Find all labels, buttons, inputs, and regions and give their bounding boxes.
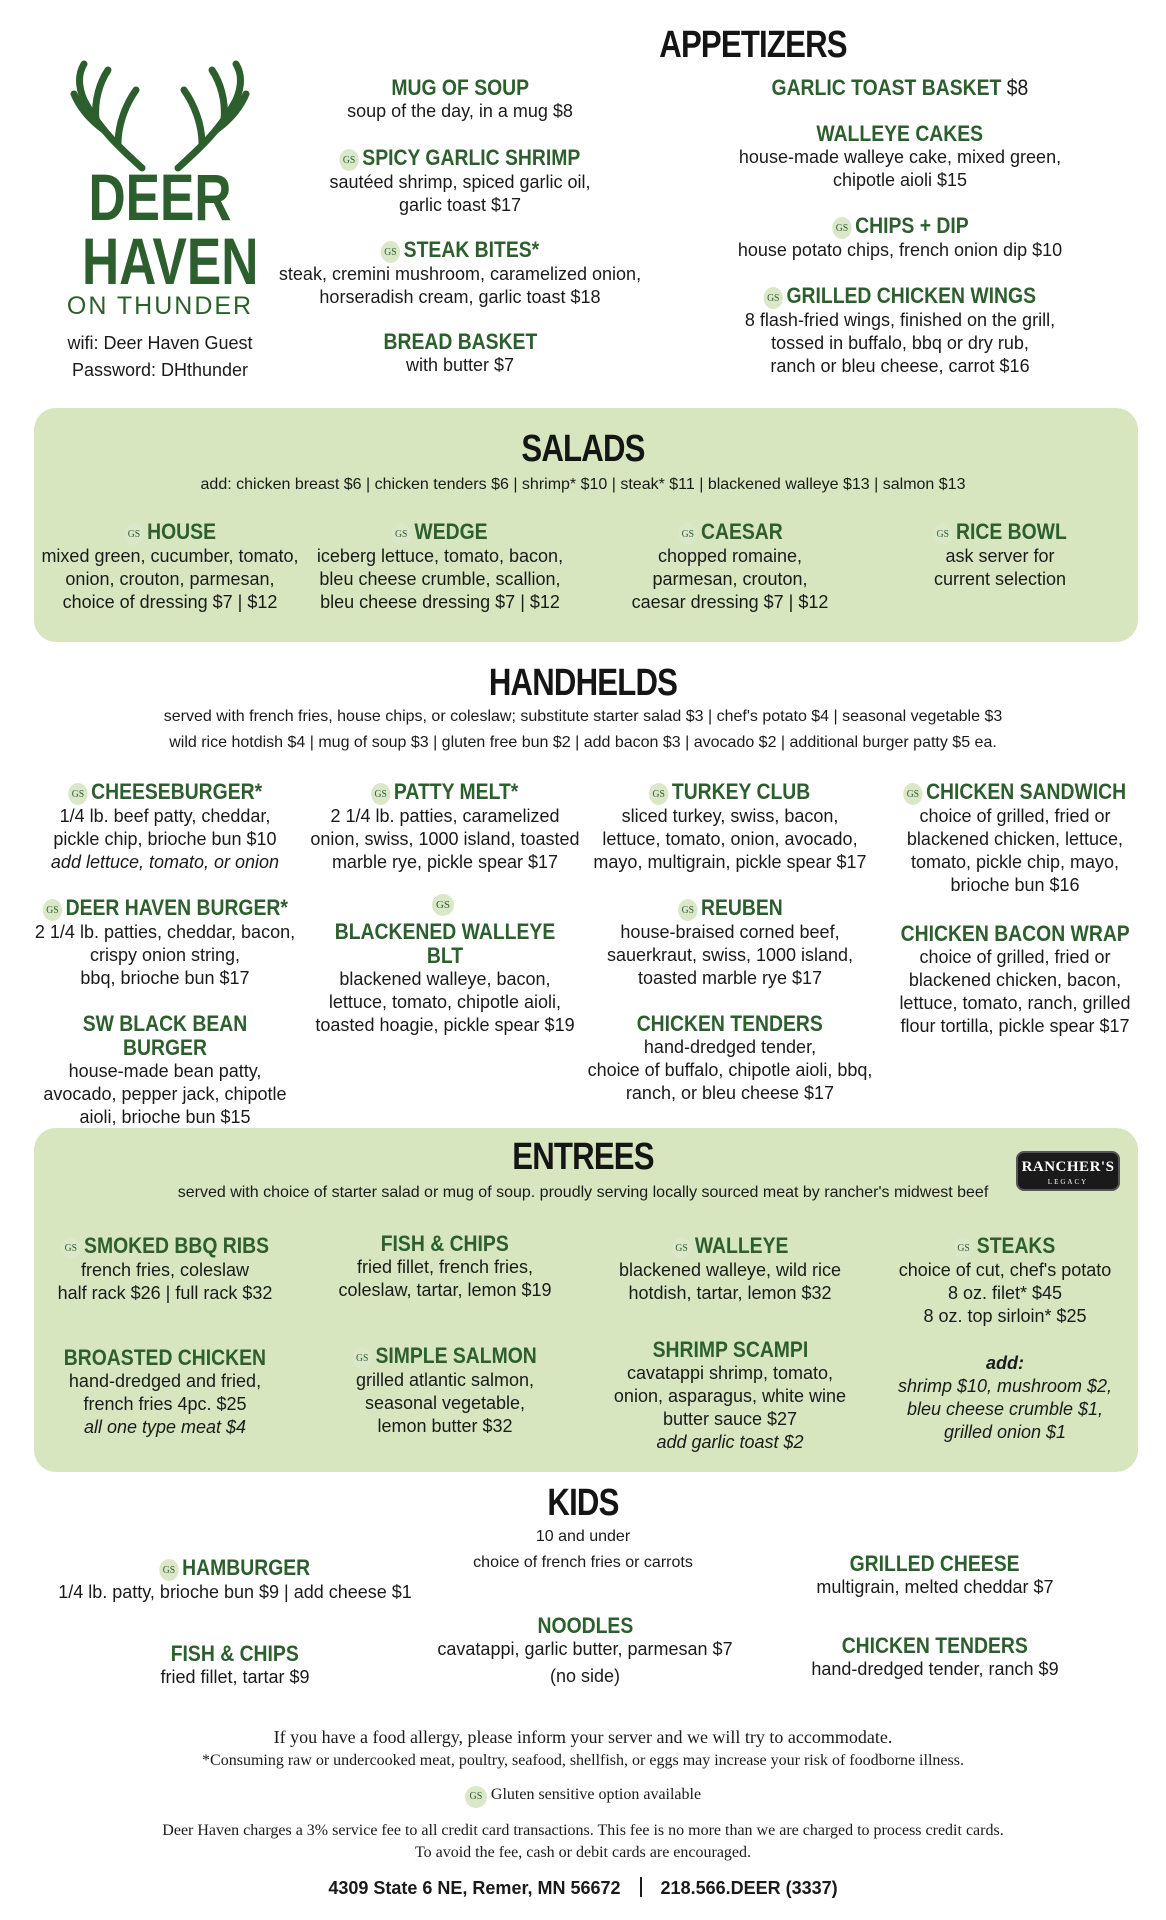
gs-icon: GS [764,287,783,309]
gs-icon: GS [678,523,697,545]
kids-sub-1: 10 and under [535,1528,631,1545]
item-name: NOODLES [537,1613,633,1638]
item-desc: cavatappi, garlic butter, parmesan $7 (no side) [437,1639,733,1686]
menu-item [280,146,640,217]
gs-icon: GS [124,523,143,545]
item-desc: sautéed shrimp, spiced garlic oil, garlic toast $17 [329,172,591,215]
item-name: WALLEYE CAKES [816,121,984,146]
menu-item [30,780,300,874]
wifi-network: wifi: Deer Haven Guest [67,333,253,353]
handhelds-sides-2: wild rice hotdish $4 | mug of soup $3 | gluten free bun $2 | add bacon $3 | avocado $2 | additional burger patty $5 ea. [169,734,997,751]
item-desc: steak, cremini mushroom, caramelized onion, horseradish cream, garlic toast $18 [278,264,642,307]
wifi-info [40,330,280,384]
menu-item [720,284,1080,378]
menu-item [720,76,1080,100]
item-name: SHRIMP SCAMPI [652,1337,808,1362]
item-desc: 8 flash-fried wings, finished on the grill, tossed in buffalo, bbq or dry rub, ranch or bleu cheese, carrot $16 [744,310,1056,376]
gs-icon: GS [649,783,668,805]
item-desc: house-made walleye cake, mixed green, chipotle aioli $15 [738,147,1062,190]
item-desc: sliced turkey, swiss, bacon, lettuce, tomato, onion, avocado, mayo, multigrain, pickle spear $17 [593,806,867,872]
gs-icon: GS [371,783,390,805]
address: 4309 State 6 NE, Remer, MN 56672 [328,1878,621,1898]
gs-icon: GS [904,783,923,805]
menu-item [790,1634,1080,1681]
item-name: CAESAR [700,519,783,544]
handhelds-title: HANDHELDS [488,662,678,704]
item-name: PATTY MELT* [394,779,519,804]
menu-item [880,1352,1130,1444]
gs-icon: GS [672,1237,691,1259]
item-desc: chopped romaine, parmesan, crouton, caesar dressing $7 | $12 [631,546,829,612]
item-price: $8 [1006,75,1029,100]
item-name: RICE BOWL [956,519,1067,544]
item-name: FISH & CHIPS [380,1231,510,1256]
menu-item [720,122,1080,192]
menu-item [870,520,1130,591]
menu-item [880,922,1150,1038]
menu-item [720,214,1080,262]
item-desc: hand-dredged tender, ranch $9 [811,1659,1059,1679]
item-name: CHICKEN TENDERS [841,1633,1029,1658]
logo [60,60,260,320]
item-desc: house-braised corned beef, sauerkraut, swiss, 1000 island, toasted marble rye $17 [606,922,854,988]
item-desc: house potato chips, french onion dip $10 [737,240,1063,260]
item-name: CHICKEN SANDWICH [926,779,1127,804]
menu-item [315,1232,575,1302]
item-desc: shrimp $10, mushroom $2, bleu cheese crumble $1, grilled onion $1 [897,1376,1113,1442]
item-desc: cavatappi shrimp, tomato, onion, asparagus, white wine butter sauce $27 add garlic toast $2 [613,1363,847,1452]
menu-item [305,780,585,874]
menu-item [600,1338,860,1454]
menu-item [600,520,860,614]
gs-icon: GS [392,523,411,545]
gs-icon: GS [432,894,454,916]
fee-note-1: Deer Haven charges a 3% service fee to all credit card transactions. This fee is no more than we are charged to process credit cards. [162,1822,1004,1839]
gs-icon: GS [340,149,359,171]
item-desc: soup of the day, in a mug $8 [347,101,573,121]
ranchers-legacy-logo: RANCHER'S LEGACY [1016,1151,1120,1191]
item-name: BREAD BASKET [383,329,537,354]
salads-title: SALADS [521,428,645,470]
gs-icon: GS [465,1786,487,1808]
kids-sub-2: choice of french fries or carrots [473,1554,693,1571]
menu-item [315,1344,575,1438]
menu-item [305,894,585,1037]
menu-item [880,1234,1130,1328]
menu-item [40,1556,430,1604]
menu-item [600,1234,860,1305]
item-desc: french fries, coleslaw half rack $26 | full rack $32 [57,1260,273,1303]
menu-item [790,1552,1080,1599]
menu-item [310,520,570,614]
item-desc: 2 1/4 lb. patties, cheddar, bacon, crispy onion string, bbq, brioche bun $17 [34,922,296,988]
kids-title: KIDS [547,1482,619,1524]
gs-icon: GS [832,217,851,239]
item-name: GRILLED CHEESE [850,1551,1020,1576]
item-desc: choice of grilled, fried or blackened chicken, lettuce, tomato, pickle chip, mayo, brioche bun $16 [906,806,1124,895]
menu-item [30,1012,300,1129]
menu-item [270,238,650,309]
item-name: FISH & CHIPS [170,1641,300,1666]
gs-icon: GS [68,783,87,805]
item-name: SMOKED BBQ RIBS [83,1233,269,1258]
item-name: SPICY GARLIC SHRIMP [362,145,581,170]
menu-item [90,1642,380,1689]
item-desc: choice of cut, chef's potato 8 oz. filet* $45 8 oz. top sirloin* $25 [898,1260,1112,1326]
wifi-password: Password: DHthunder [71,360,249,380]
item-desc: 1/4 lb. beef patty, cheddar, pickle chip, brioche bun $10 add lettuce, tomato, or onion [50,806,280,872]
gs-icon: GS [933,523,952,545]
handhelds-sides-1: served with french fries, house chips, or coleslaw; substitute starter salad $3 | chef's potato $4 | seasonal vegetable $3 [163,708,1003,725]
menu-item [280,330,640,377]
item-desc: hand-dredged and fried, french fries 4pc. $25 all one type meat $4 [68,1371,262,1437]
item-name: GARLIC TOAST BASKET [771,75,1002,100]
item-name: BLACKENED WALLEYE BLT [334,919,556,968]
gs-icon: GS [42,899,61,921]
gs-icon: GS [160,1559,179,1581]
gs-icon: GS [381,241,400,263]
item-name: REUBEN [700,895,783,920]
menu-item [880,780,1150,897]
item-name: WALLEYE [694,1233,789,1258]
antlers-icon [60,60,260,172]
item-desc: mixed green, cucumber, tomato, onion, crouton, parmesan, choice of dressing $7 | $12 [41,546,299,612]
item-name: CHIPS + DIP [854,213,969,238]
item-desc: fried fillet, french fries, coleslaw, tartar, lemon $19 [338,1257,552,1300]
item-name: CHICKEN TENDERS [636,1011,824,1036]
menu-item [585,780,875,874]
item-desc: hand-dredged tender, choice of buffalo, chipotle aioli, bbq, ranch, or bleu cheese $17 [587,1037,873,1103]
menu-item [585,896,875,990]
fee-note-2: To avoid the fee, cash or debit cards are encouraged. [414,1844,752,1861]
gs-icon: GS [353,1347,372,1369]
gluten-legend: GS Gluten sensitive option available [0,1784,1166,1808]
menu-item [420,1614,750,1688]
item-name: CHEESEBURGER* [90,779,262,804]
allergy-note: If you have a food allergy, please inform your server and we will try to accommodate. [273,1727,893,1747]
gs-icon: GS [954,1237,973,1259]
phone: 218.566.DEER (3337) [660,1878,838,1898]
entrees-subtitle: served with choice of starter salad or mug of soup. proudly serving locally sourced meat by rancher's midwest beef [177,1184,989,1201]
item-name: add: [986,1353,1024,1373]
gs-icon: GS [61,1237,80,1259]
menu-item [20,896,310,990]
appetizers-title: APPETIZERS [659,24,847,66]
separator [640,1877,642,1897]
logo-deer: DEER [88,160,232,234]
menu-item [40,1346,290,1439]
menu-item [40,1234,290,1305]
item-desc: iceberg lettuce, tomato, bacon, bleu cheese crumble, scallion, bleu cheese dressing $7 | $12 [316,546,564,612]
item-name: HOUSE [147,519,216,544]
menu-item [280,76,640,123]
menu-item [40,520,300,614]
menu-item [585,1012,875,1105]
item-name: SW BLACK BEAN BURGER [82,1011,248,1060]
item-name: HAMBURGER [182,1555,311,1580]
item-desc: blackened walleye, bacon, lettuce, tomato, chipotle aioli, toasted hoagie, pickle spear $19 [315,969,575,1035]
item-desc: with butter $7 [405,355,515,375]
logo-on-thunder: ON THUNDER [66,292,254,320]
consuming-warning: *Consuming raw or undercooked meat, poultry, seafood, shellfish, or eggs may increase your risk of foodborne illness. [202,1752,964,1769]
item-desc: blackened walleye, wild rice hotdish, tartar, lemon $32 [618,1260,842,1303]
item-desc: grilled atlantic salmon, seasonal vegetable, lemon butter $32 [355,1370,535,1436]
item-desc: fried fillet, tartar $9 [160,1667,310,1687]
logo-haven: HAVEN [82,224,259,298]
item-name: WEDGE [414,519,489,544]
salads-addons: add: chicken breast $6 | chicken tenders $6 | shrimp* $10 | steak* $11 | blackened walleye $13 | salmon $13 [200,476,966,493]
item-name: CHICKEN BACON WRAP [900,921,1130,946]
contact-line [0,1876,1166,1900]
item-desc: choice of grilled, fried or blackened chicken, bacon, lettuce, tomato, ranch, grilled flour tortilla, pickle spear $17 [899,947,1131,1036]
item-name: STEAKS [977,1233,1056,1258]
item-name: BROASTED CHICKEN [63,1345,267,1370]
item-desc: ask server for current selection [933,546,1067,589]
item-desc: 2 1/4 lb. patties, caramelized onion, swiss, 1000 island, toasted marble rye, pickle spear $17 [310,806,580,872]
item-desc: house-made bean patty, avocado, pepper jack, chipotle aioli, brioche bun $15 [43,1061,287,1127]
item-name: TURKEY CLUB [672,779,811,804]
item-desc: 1/4 lb. patty, brioche bun $9 | add cheese $1 [58,1582,412,1602]
item-name: GRILLED CHICKEN WINGS [786,283,1037,308]
item-name: STEAK BITES* [403,237,540,262]
item-desc: multigrain, melted cheddar $7 [816,1577,1054,1597]
item-name: MUG OF SOUP [391,75,529,100]
gs-icon: GS [678,899,697,921]
item-name: DEER HAVEN BURGER* [65,895,288,920]
entrees-title: ENTREES [512,1136,654,1178]
item-name: SIMPLE SALMON [375,1343,538,1368]
